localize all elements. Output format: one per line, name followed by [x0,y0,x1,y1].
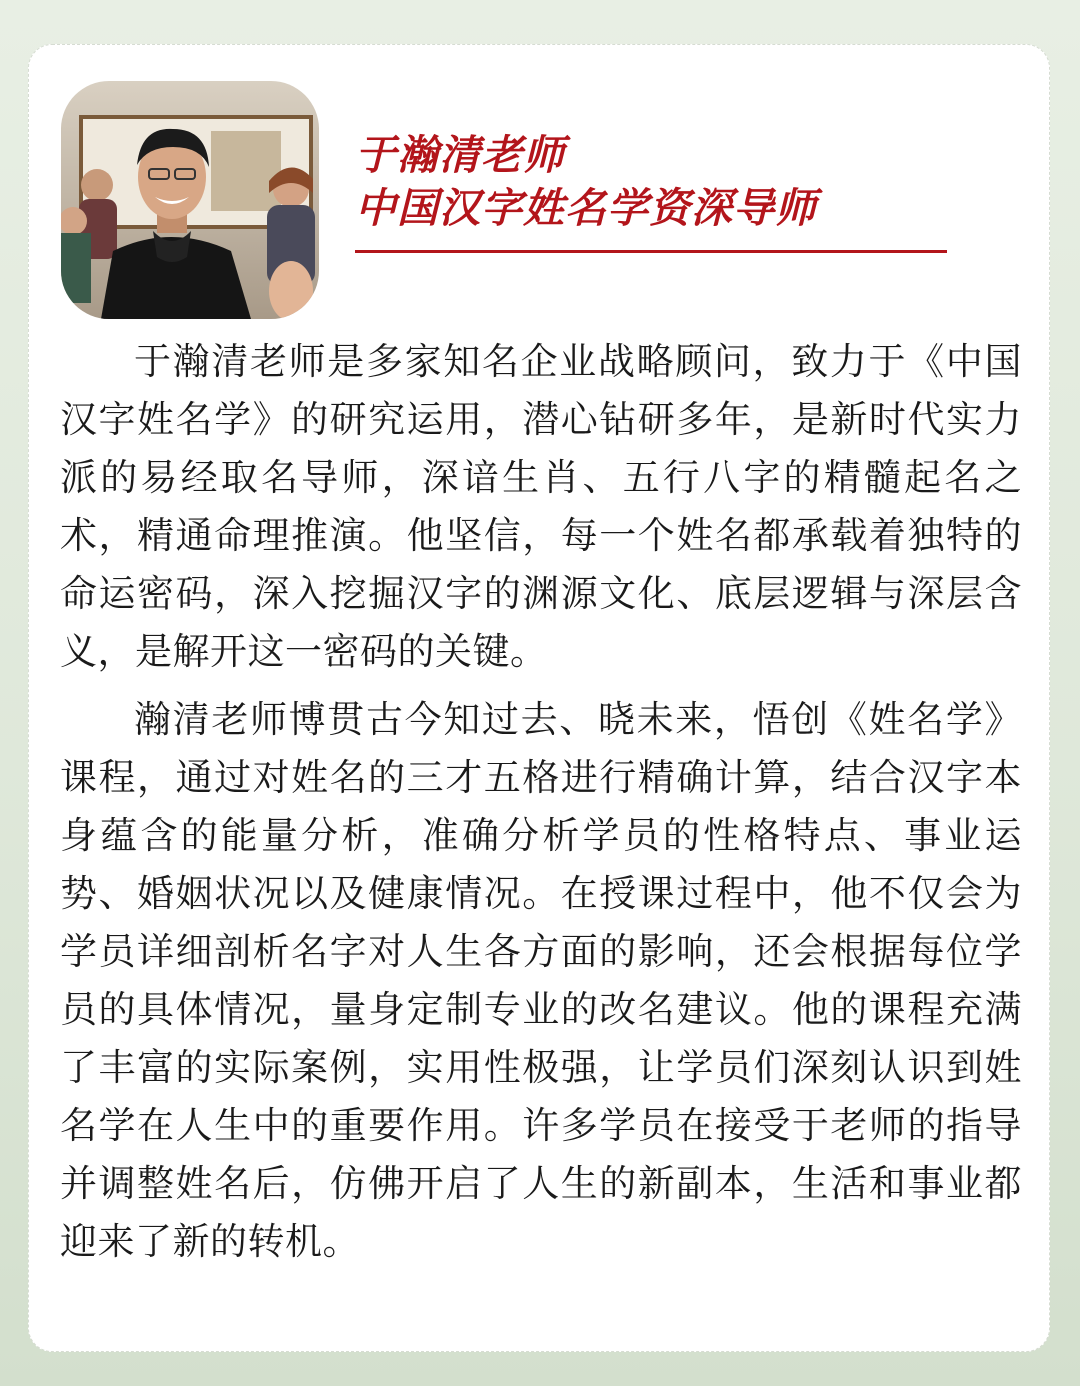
teacher-photo [61,81,319,319]
paragraph-intro: 于瀚清老师是多家知名企业战略顾问，致力于《中国汉字姓名学》的研究运用，潜心钻研多年，是新时代实力派的易经取名导师，深谙生肖、五行八字的精髓起名之术，精通命理推演。他坚信，每一个姓名都承载着独特的命运密码，深入挖掘汉字的渊源文化、底层逻辑与深层含义，是解开这一密码的关键。 [60,340,1022,673]
content-card [28,44,1050,1352]
article-body [60,333,1022,1271]
paragraph-course: 瀚清老师博贯古今知过去、晓未来，悟创《姓名学》课程，通过对姓名的三才五格进行精确计算，结合汉字本身蕴含的能量分析，准确分析学员的性格特点、事业运势、婚姻状况以及健康情况。在授课过程中，他不仅会为学员详细剖析名字对人生各方面的影响，还会根据每位学员的具体情况，量身定制专业的改名建议。他的课程充满了丰富的实际案例，实用性极强，让学员们深刻认识到姓名学在人生中的重要作用。许多学员在接受于老师的指导并调整姓名后，仿佛开启了人生的新副本，生活和事业都迎来了新的转机。 [60,698,1022,1263]
title-block [355,129,947,253]
title-divider [355,250,947,253]
teacher-role-subtitle: 中国汉字姓名学资深导师 [355,184,817,233]
teacher-name-title: 于瀚清老师 [355,131,565,179]
teacher-portrait-image [61,81,319,319]
